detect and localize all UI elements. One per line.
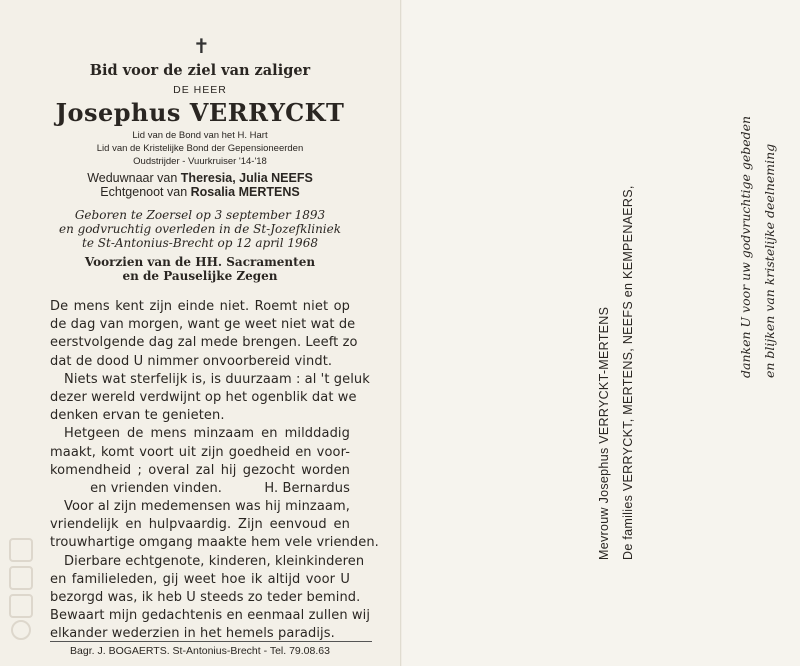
spouse-line	[0, 185, 400, 199]
text-line: De mens kent zijn einde niet. Roemt niet op	[50, 299, 350, 314]
title-prefix: DE HEER	[173, 84, 227, 96]
divider	[50, 641, 372, 642]
thanks-text-line: en blijken van kristelijke deelneming	[762, 143, 777, 378]
birth-death-line: en godvruchtig overleden in de St-Jozefkliniek	[58, 222, 342, 236]
text-line: eerstvolgende dag zal mede brengen. Leeft zo	[50, 335, 358, 351]
text-line: Hetgeen de mens minzaam en milddadig	[64, 426, 350, 442]
membership-line: Lid van de Bond van het H. Hart	[132, 130, 268, 141]
families-thanks-line: De families VERRYCKT, MERTENS, NEEFS en KEMPENAERS,	[621, 185, 635, 560]
text-line: en familieleden, gij weet hoe ik altijd voor U	[50, 571, 350, 587]
deceased-name: Josephus VERRYCKT	[55, 98, 345, 127]
reflection-text	[50, 298, 379, 644]
text-line: dezer wereld verdwijnt op het ogenblik dat we	[50, 389, 357, 405]
membership-line: Oudstrijder - Vuurkruiser '14-'18	[133, 156, 267, 167]
text-line: denken ervan te genieten.	[50, 408, 225, 424]
birth-death-line: te St-Antonius-Brecht op 12 april 1968	[82, 236, 318, 250]
cross-icon: ✝	[193, 34, 210, 58]
text-line: vriendelijk en hulpvaardig. Zijn eenvoud en	[50, 517, 350, 533]
printer-credit: Bagr. J. BOGAERTS. St-Antonius-Brecht - Tel. 79.08.63	[70, 645, 330, 657]
thanks-text-line: danken U voor uw godvruchtige gebeden	[738, 115, 753, 378]
sacraments-line: en de Pauselijke Zegen	[122, 269, 278, 283]
text-line: en vrienden vinden. H. Bernardus	[90, 480, 350, 496]
text-line: elkander wederzien in het hemels paradijs.	[50, 626, 335, 642]
spouse-prefix: Echtgenoot van	[100, 185, 188, 199]
text-line: trouwhartige omgang maakte hem vele vrienden.	[50, 535, 379, 551]
widower-prefix: Weduwnaar van	[87, 171, 178, 185]
text-line: maakt, komt voort uit zijn goedheid en voor-	[50, 444, 350, 460]
sacraments-line: Voorzien van de HH. Sacramenten	[84, 255, 316, 269]
widow-thanks-line: Mevrouw Josephus VERRYCKT-MERTENS	[597, 306, 611, 560]
widower-line	[0, 171, 400, 185]
watermark-logo-icon	[4, 535, 38, 645]
text-line: Niets wat sterfelijk is, is duurzaam : al 't geluk	[64, 371, 370, 387]
text-line: komendheid ; overal zal hij gezocht worden	[50, 462, 350, 478]
prayer-heading: Bid voor de ziel van zaliger	[89, 62, 311, 79]
text-line: dat de dood U nimmer onvoorbereid vindt.	[50, 353, 333, 369]
spouse-name: Rosalia MERTENS	[190, 185, 300, 199]
text-line: bezorgd was, ik heb U steeds zo teder bemind.	[50, 590, 361, 605]
birth-death-line: Geboren te Zoersel op 3 september 1893	[74, 208, 326, 222]
membership-line: Lid van de Kristelijke Bond der Gepensioneerden	[96, 143, 304, 154]
widower-name: Theresia, Julia NEEFS	[180, 171, 313, 185]
text-line: Dierbare echtgenote, kinderen, kleinkinderen	[64, 553, 365, 569]
text-line: de dag van morgen, want ge weet niet wat de	[50, 317, 356, 333]
text-line: Voor al zijn medemensen was hij minzaam,	[64, 499, 350, 515]
text-line: Bewaart mijn gedachtenis en eenmaal zullen wij	[50, 608, 371, 624]
